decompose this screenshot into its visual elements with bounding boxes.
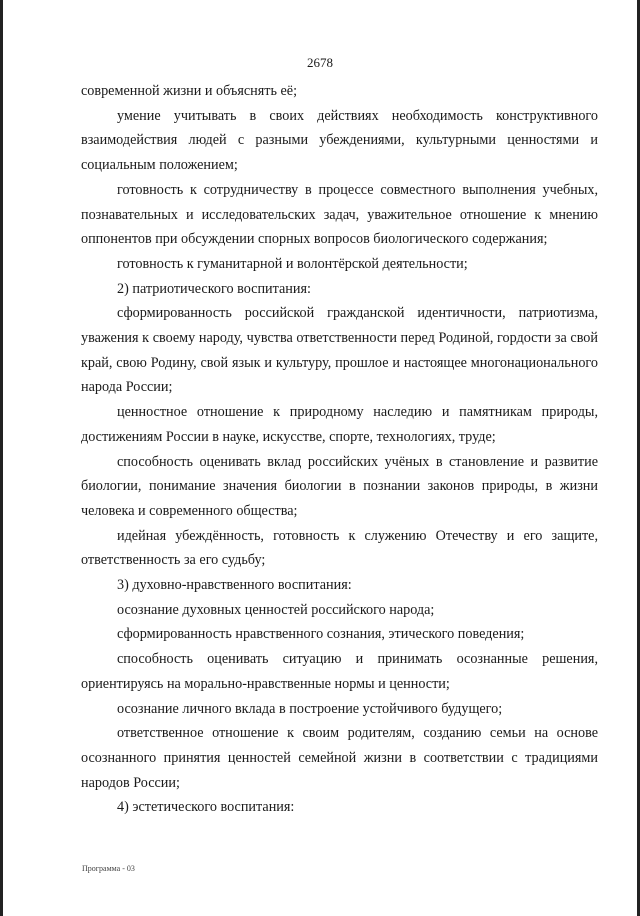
paragraph: способность оценивать ситуацию и принимать осознанные решения, ориентируясь на морально-нравственные нормы и ценности; [81,651,598,692]
paragraph: сформированность российской гражданской идентичности, патриотизма, уважения к своему народу, чувства ответственности перед Родиной, гордости за свой край, свою Родину, свой язык и культуру, прошлое и настоящее многонационального народа России; [81,305,598,396]
footer-label: Программа - 03 [82,864,135,873]
paragraph: умение учитывать в своих действиях необходимость конструктивного взаимодействия людей с разными убеждениями, культурными ценностями и социальным положением; [81,107,598,174]
paragraph: осознание личного вклада в построение устойчивого будущего; [117,700,503,717]
scan-border-left [0,0,3,916]
paragraph: способность оценивать вклад российских учёных в становление и развитие биологии, понимание значения биологии в познании законов природы, в жизни человека и современного общества; [81,453,598,519]
paragraph: идейная убеждённость, готовность к служению Отечеству и его защите, ответственность за его судьбу; [81,527,598,569]
paragraph: осознание духовных ценностей российского народа; [117,601,435,618]
document-body [81,79,598,820]
paragraph: готовность к сотрудничеству в процессе совместного выполнения учебных, познавательных и исследовательских задач, уважительное отношение к мнению оппонентов при обсуждении спорных вопросов биологического содержания; [81,181,598,248]
page-number: 2678 [307,55,333,70]
section-heading: 3) духовно-нравственного воспитания: [117,577,352,594]
section-heading: 2) патриотического воспитания: [117,280,311,297]
paragraph: ценностное отношение к природному наследию и памятникам природы, достижениям России в науке, искусстве, спорте, технологиях, труде; [81,404,598,445]
paragraph: современной жизни и объяснять её; [81,83,298,99]
paragraph: ответственное отношение к своим родителям, созданию семьи на основе осознанного принятия ценностей семейной жизни в соответствии с традициями народов России; [81,725,598,791]
paragraph: сформированность нравственного сознания, этического поведения; [117,626,525,643]
section-heading: 4) эстетического воспитания: [117,799,295,816]
paragraph: готовность к гуманитарной и волонтёрской деятельности; [117,255,468,272]
